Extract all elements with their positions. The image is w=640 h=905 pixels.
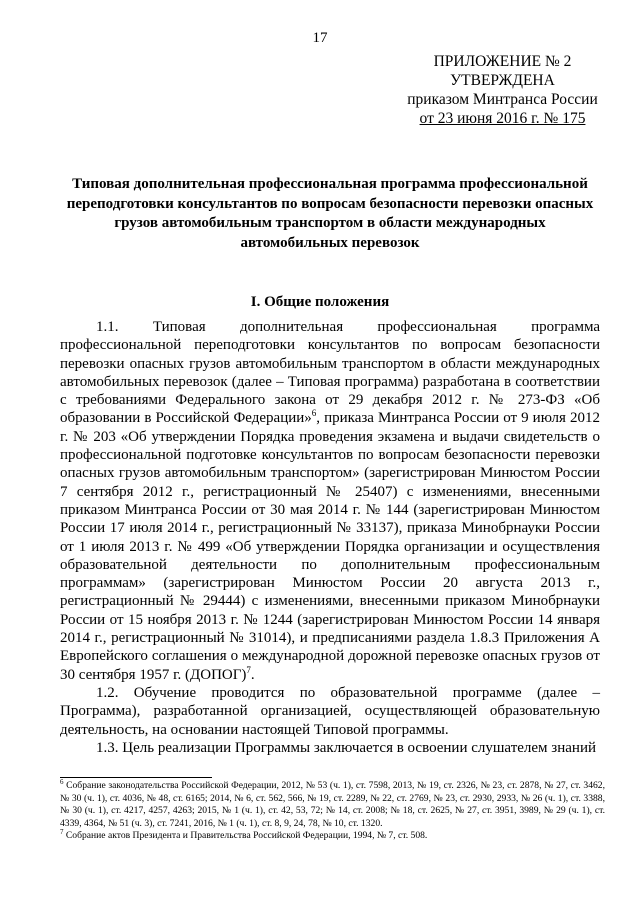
section-heading: I. Общие положения bbox=[250, 294, 390, 310]
footnote-ref-7: 7 bbox=[246, 664, 251, 675]
footnote-7 bbox=[60, 830, 605, 843]
paragraph-1-3: 1.3. Цель реализации Программы заключается в освоении слушателем знаний bbox=[96, 739, 596, 756]
footnote-6 bbox=[60, 777, 605, 830]
footnote-6-mark: 6 bbox=[60, 777, 64, 786]
page-number: 17 bbox=[312, 30, 328, 46]
approval-order-issuer: приказом Минтранса России bbox=[407, 91, 598, 108]
document-title: Типовая дополнительная профессиональная программа профессиональной переподготовки консультантов по вопросам безопасности перевозки опасных грузов автомобильным транспортом в области международных автомобильных перевозок bbox=[66, 176, 594, 251]
paragraph-1-1 bbox=[60, 318, 600, 684]
footnote-6-text: Собрание законодательства Российской Федерации, 2012, № 53 (ч. 1), ст. 7598, 2013, № 19, ст. 2326, № 23, ст. 2878, № 27, ст. 3462, № 30 (ч. 1), ст. 4036, № 48, ст. 6165; 2014, № 6, ст. 562, 566, № 19, ст. 2289, № 22, ст. 2769, № 23, ст. 2930, 2933, № 26 (ч. 1), ст. 3388, № 30 (ч. 1), ст. 4217, 4257, 4263; 2015, № 1 (ч. 1), ст. 42, 53, 72; № 14, ст. 2008; № 18, ст. 2625, № 27, ст. 3951, 3989, № 29 (ч. 1), ст. 4339, 4364, № 51 (ч. 3), ст. 7241, 2016, № 1 (ч. 1), ст. 8, 9, 24, 78, № 10, ст. 1320. bbox=[60, 780, 605, 829]
paragraph-1-2: 1.2. Обучение проводится по образовательной программе (далее – Программа), разработанной организацией, осуществляющей образовательную деятельность, на основании настоящей Типовой программы. bbox=[60, 684, 600, 738]
approval-block bbox=[395, 52, 610, 128]
paragraph-1-1-text-b: , приказа Минтранса России от 9 июля 2012 г. № 203 «Об утверждении Порядка проведения экзамена и выдачи свидетельств о профессиональной подготовке консультантов по вопросам безопасности перевозки опасных грузов автомобильным транспортом» (зарегистрирован Минюстом России 7 сентября 2012 г., регистрационный № 25407) с изменениями, внесенными приказом Минтранса России от 30 мая 2014 г. № 144 (зарегистрирован Минюстом России 17 июля 2014 г., регистрационный № 33137), приказа Минобрнауки России от 1 июля 2013 г. № 499 «Об утверждении Порядка организации и осуществления образовательной деятельности по дополнительным профессиональным программам» (зарегистрирован Минюстом России 20 августа 2013 г., регистрационный № 29444) с изменениями, внесенными приказом Минобрнауки России от 15 ноября 2013 г. № 1244 (зарегистрирован Минюстом России 14 января 2014 г., регистрационный № 31014), и предписаниями раздела 1.8.3 Приложения А Европейского соглашения о международной дорожной перевозке опасных грузов от 30 сентября 1957 г. (ДОПОГ) bbox=[60, 410, 600, 683]
footnote-ref-6: 6 bbox=[311, 408, 317, 419]
footnote-divider bbox=[60, 777, 212, 778]
paragraph-1-1-text-c: . bbox=[250, 666, 255, 683]
document-body bbox=[60, 318, 600, 757]
footnote-7-text: Собрание актов Президента и Правительства Российской Федерации, 1994, № 7, ст. 508. bbox=[63, 830, 428, 842]
footnote-7-mark: 7 bbox=[60, 828, 64, 837]
paragraph-1-1-text-a: 1.1. Типовая дополнительная профессиональная программа профессиональной переподготовки консультантов по вопросам безопасности перевозки опасных грузов автомобильным транспортом в области международных автомобильных перевозок (далее – Типовая программа) разработана в соответствии с требованиями Федерального закона от 29 декабря 2012 г. № 273-ФЗ «Об образовании в Российской Федерации» bbox=[60, 319, 600, 427]
approval-appendix-number: ПРИЛОЖЕНИЕ № 2 bbox=[433, 53, 572, 70]
approval-order-date: от 23 июня 2016 г. № 175 bbox=[419, 110, 586, 127]
approval-status: УТВЕРЖДЕНА bbox=[450, 72, 555, 89]
footnotes bbox=[60, 777, 605, 843]
